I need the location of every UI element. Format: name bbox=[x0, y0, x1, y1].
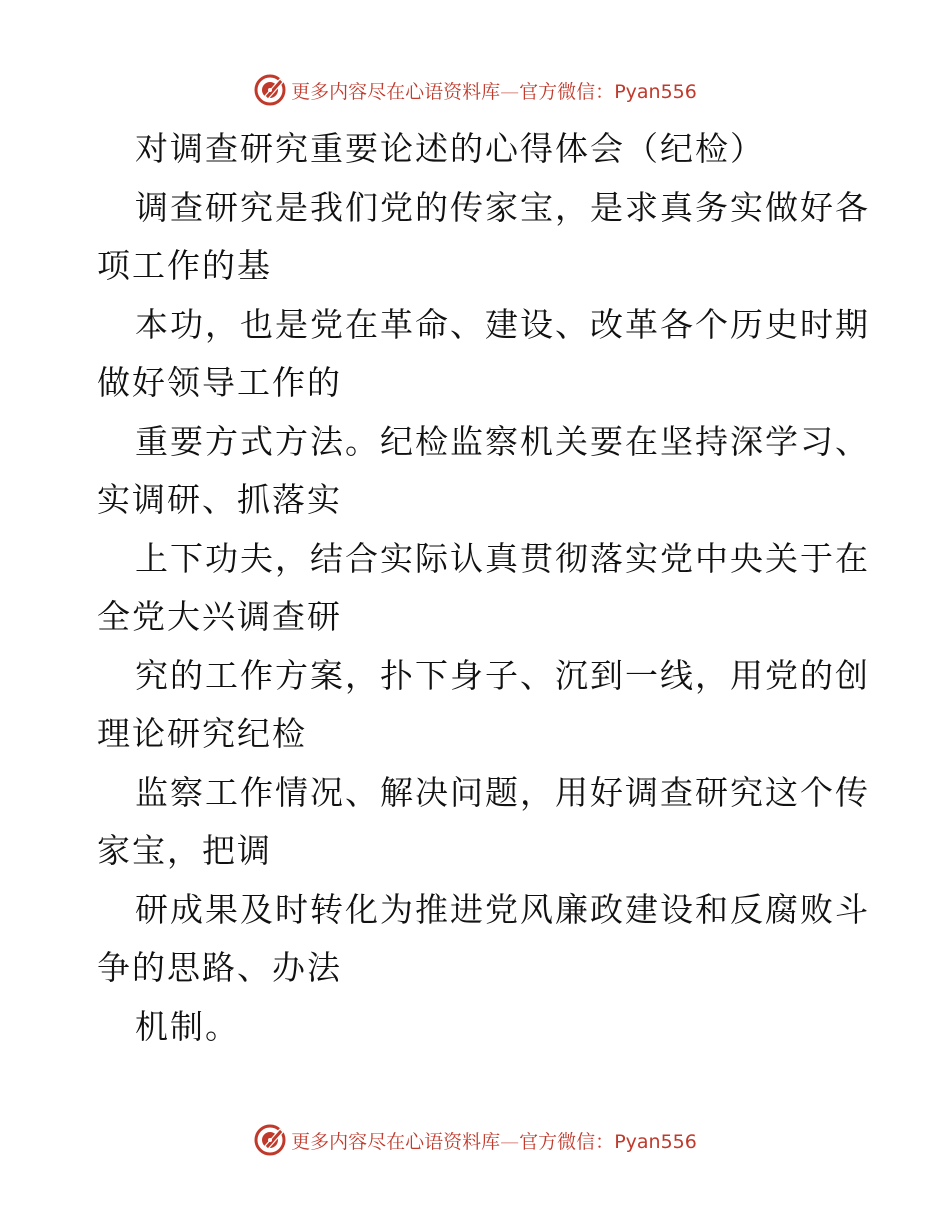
text-line: 做好领导工作的 bbox=[97, 363, 342, 402]
text-line: 上下功夫，结合实际认真贯彻落实党中央关于在 bbox=[135, 538, 870, 578]
document-title: 对调查研究重要论述的心得体会（纪检） bbox=[135, 129, 765, 168]
text-line: 监察工作情况、解决问题，用好调查研究这个传 bbox=[135, 772, 870, 812]
text-line: 争的思路、办法 bbox=[97, 948, 342, 987]
text-line: 调查研究是我们党的传家宝，是求真务实做好各 bbox=[135, 187, 870, 227]
text-line: 究的工作方案，扑下身子、沉到一线，用党的创 bbox=[135, 655, 870, 695]
text-line: 实调研、抓落实 bbox=[97, 480, 342, 519]
text-line: 研成果及时转化为推进党风廉政建设和反腐败斗 bbox=[135, 889, 870, 929]
footer-banner-inner bbox=[253, 1123, 697, 1157]
footer-banner bbox=[0, 1120, 950, 1160]
text-line: 理论研究纪检 bbox=[97, 714, 307, 753]
document-body bbox=[97, 120, 870, 1056]
text-line: 本功，也是党在革命、建设、改革各个历史时期 bbox=[135, 304, 870, 344]
header-banner-inner bbox=[253, 73, 697, 107]
text-line: 全党大兴调查研 bbox=[97, 597, 342, 636]
header-banner-text: 更多内容尽在心语资料库—官方微信：Pyan556 bbox=[291, 80, 697, 103]
header-banner bbox=[0, 70, 950, 110]
text-line: 家宝，把调 bbox=[97, 831, 272, 870]
pen-nib-circle-icon bbox=[253, 73, 287, 107]
text-line: 重要方式方法。纪检监察机关要在坚持深学习、 bbox=[135, 421, 870, 461]
pen-nib-circle-icon bbox=[253, 1123, 287, 1157]
text-line: 机制。 bbox=[135, 1006, 240, 1046]
footer-banner-text: 更多内容尽在心语资料库—官方微信：Pyan556 bbox=[291, 1130, 697, 1153]
text-line: 项工作的基 bbox=[97, 246, 272, 285]
